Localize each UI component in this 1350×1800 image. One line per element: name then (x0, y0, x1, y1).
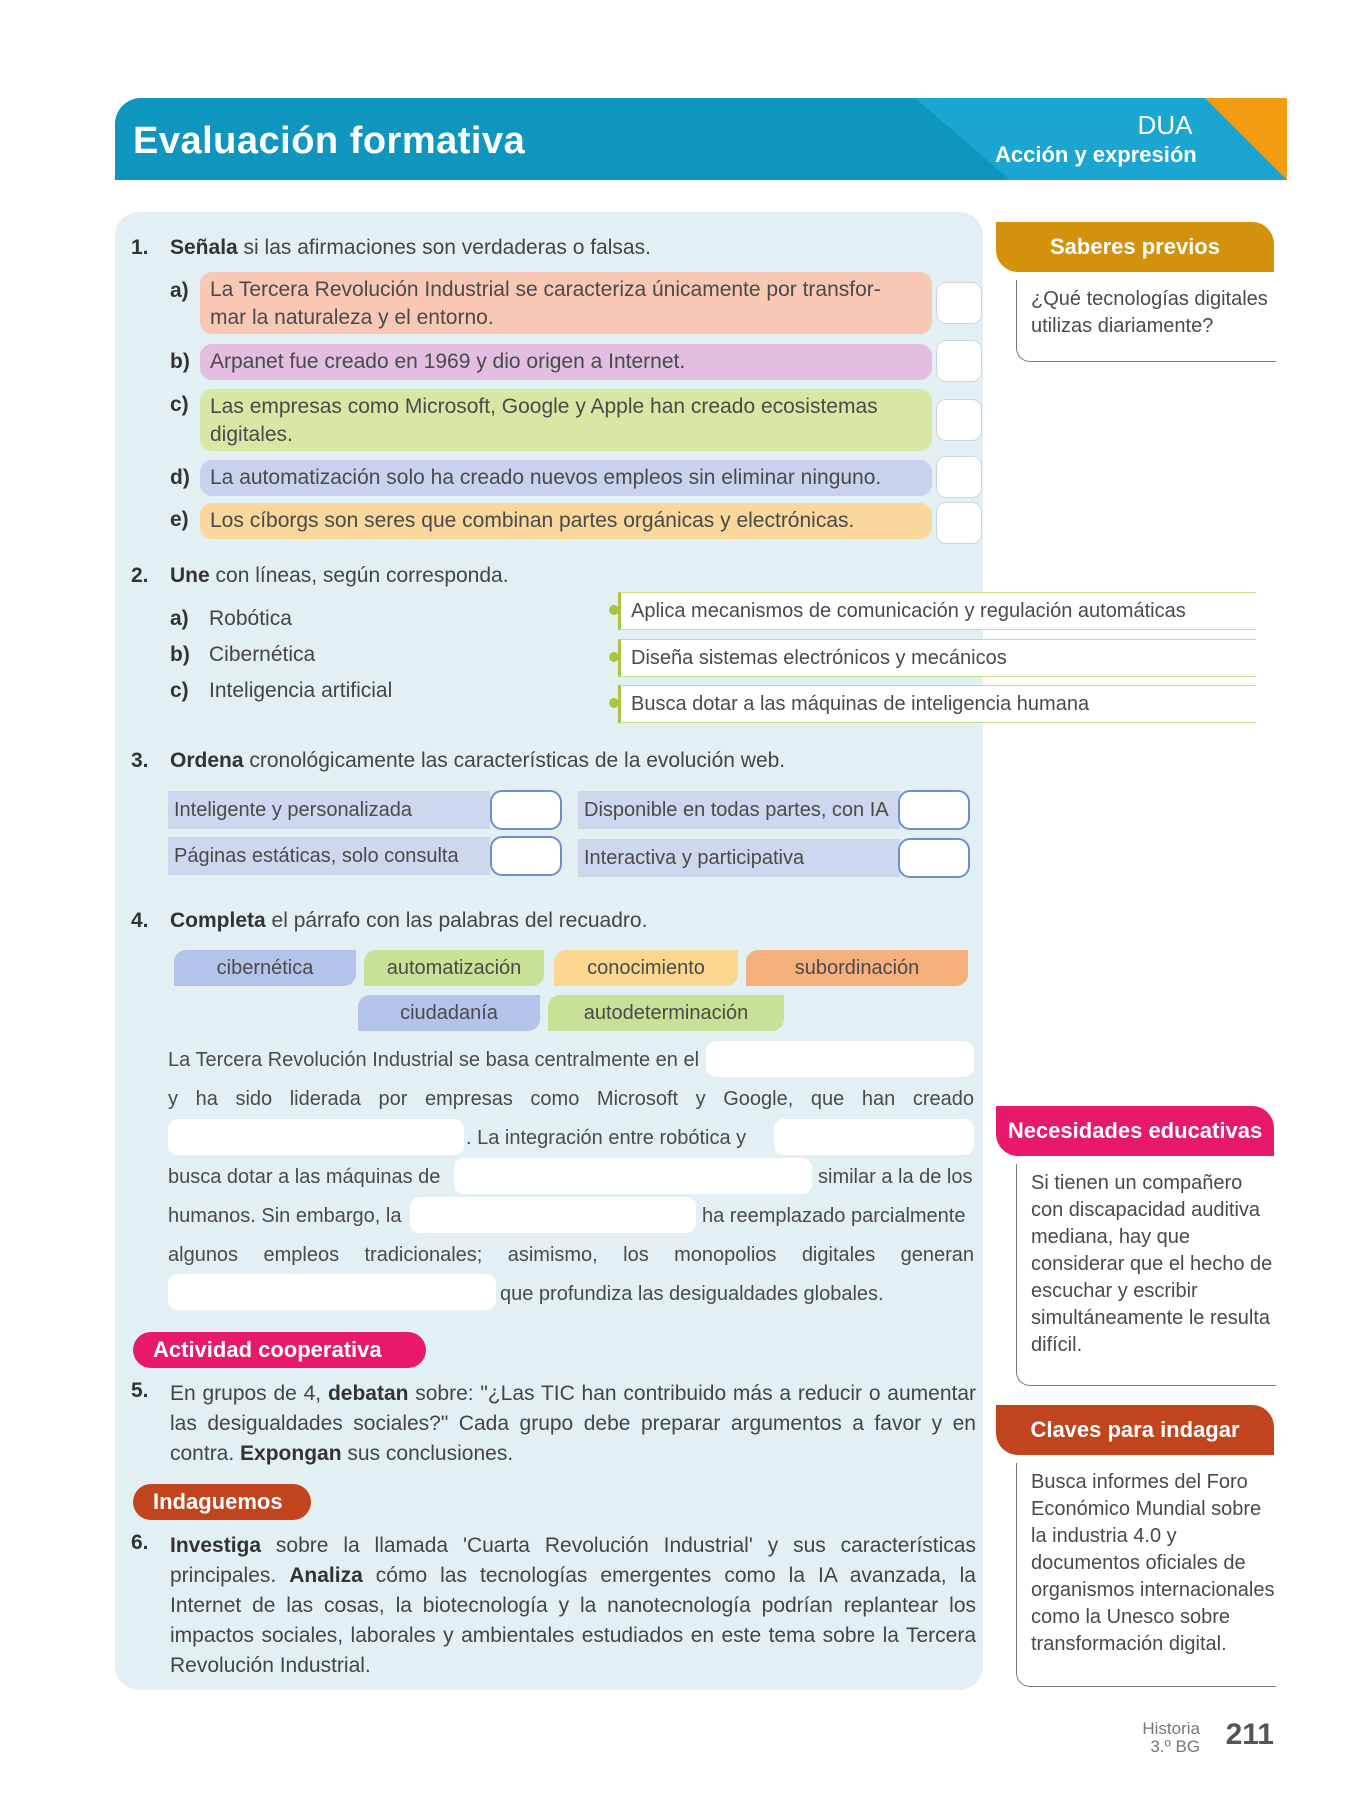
statement-line: digitales. (210, 423, 293, 446)
page-title: Evaluación formativa (133, 120, 526, 162)
question-2-prompt (170, 564, 509, 588)
text-span: En grupos de 4, (170, 1382, 328, 1405)
word-chip: automatización (364, 950, 544, 986)
order-item: Páginas estáticas, solo consulta (168, 837, 490, 875)
item-label: c) (170, 393, 189, 416)
indaguemos-pill: Indaguemos (133, 1484, 311, 1520)
statement-e: Los cíborgs son seres que combinan partes orgánicas y electrónicas. (200, 503, 932, 539)
term-cibernetica: Cibernética (209, 643, 316, 666)
fill-blank[interactable] (454, 1158, 812, 1194)
word-chip: autodeterminación (548, 995, 784, 1031)
dua-subtitle: Acción y expresión (995, 142, 1197, 167)
item-label: c) (170, 679, 189, 702)
paragraph-text: busca dotar a las máquinas de (168, 1166, 441, 1188)
word-chip: conocimiento (554, 950, 738, 986)
item-label: b) (170, 643, 190, 666)
fill-blank[interactable] (774, 1119, 974, 1155)
question-text: cronológicamente las características de la evolución web. (243, 749, 786, 772)
order-item: Disponible en todas partes, con IA (578, 791, 900, 829)
true-false-box[interactable] (936, 340, 982, 382)
item-label: e) (170, 508, 189, 531)
fill-blank[interactable] (168, 1119, 464, 1155)
true-false-box[interactable] (936, 456, 982, 498)
question-text: el párrafo con las palabras del recuadro. (265, 909, 648, 932)
item-label: b) (170, 350, 190, 373)
claves-indagar-body: Busca informes del Foro Económico Mundial sobre la industria 4.0 y documentos oficiales de organismos internacionales como la Unesco sobre transformación digital. (1016, 1463, 1276, 1687)
grade-level: 3.º BG (1150, 1737, 1200, 1756)
question-number: 3. (131, 749, 149, 772)
subject-name: Historia (1142, 1719, 1200, 1738)
text-span: sobre: "¿Las TIC han contribuido más a reducir o aumentar las desigualdades sociales?" Cada grupo debe preparar argumentos a favor y en contra. (170, 1382, 977, 1465)
question-verb: Expongan (240, 1442, 342, 1465)
text-span: sobre la llamada 'Cuarta Revolución Industrial' y sus características principales. (170, 1534, 976, 1587)
saberes-previos-body: ¿Qué tecnologías digitales utilizas diariamente? (1016, 280, 1276, 362)
question-6-text (170, 1531, 976, 1681)
order-number-box[interactable] (490, 836, 562, 876)
text-span: cómo las tecnologías emergentes como la IA avanzada, la Internet de las cosas, la biotecnología y la nanotecnología podrían replantear los impactos sociales, laborales y ambientales estudiados en este tema sobre la Tercera Revolución Industrial. (170, 1564, 976, 1677)
paragraph-text: . La integración entre robótica y (466, 1127, 747, 1149)
order-number-box[interactable] (898, 838, 970, 878)
word-chip: ciudadanía (358, 995, 540, 1031)
question-verb: Investiga (170, 1534, 262, 1557)
definition-box: Busca dotar a las máquinas de inteligencia humana (618, 685, 1256, 723)
true-false-box[interactable] (936, 282, 982, 324)
paragraph-text: que profundiza las desigualdades globales. (500, 1283, 884, 1305)
order-item: Inteligente y personalizada (168, 791, 490, 829)
paragraph-text: ha reemplazado parcialmente (702, 1205, 966, 1227)
question-text: con líneas, según corresponda. (209, 564, 509, 587)
page-number: 211 (1225, 1718, 1274, 1751)
question-verb: debatan (327, 1382, 409, 1405)
item-label: a) (170, 607, 189, 630)
cooperative-activity-pill: Actividad cooperativa (133, 1332, 426, 1368)
paragraph-text: algunos empleos tradicionales; asimismo, los monopolios digitales generan (168, 1244, 974, 1266)
statement-a (200, 272, 932, 334)
saberes-previos-header: Saberes previos (996, 222, 1274, 272)
text-span: sus conclusiones. (341, 1442, 514, 1465)
order-number-box[interactable] (490, 790, 562, 830)
necesidades-educativas-header: Necesidades educativas (996, 1106, 1274, 1156)
true-false-box[interactable] (936, 502, 982, 544)
fill-blank[interactable] (706, 1041, 974, 1077)
order-number-box[interactable] (898, 790, 970, 830)
necesidades-educativas-body: Si tienen un compañero con discapacidad auditiva mediana, hay que considerar que el hecho de escuchar y escribir simultáneamente le resulta difícil. (1016, 1164, 1276, 1386)
fill-blank[interactable] (168, 1274, 496, 1310)
statement-line: La Tercera Revolución Industrial se caracteriza únicamente por transfor- (210, 278, 881, 301)
question-verb: Une (170, 564, 210, 587)
term-robotica: Robótica (209, 607, 292, 630)
question-verb: Completa (170, 909, 266, 932)
question-verb: Ordena (170, 749, 244, 772)
statement-c (200, 389, 932, 451)
question-text: si las afirmaciones son verdaderas o falsas. (237, 236, 651, 259)
order-item: Interactiva y participativa (578, 839, 900, 877)
question-number: 2. (131, 564, 149, 587)
statement-line: mar la naturaleza y el entorno. (210, 306, 494, 329)
true-false-box[interactable] (936, 399, 982, 441)
item-label: a) (170, 279, 189, 302)
question-3-prompt (170, 749, 785, 773)
paragraph-text: La Tercera Revolución Industrial se basa centralmente en el (168, 1049, 700, 1071)
definition-box: Diseña sistemas electrónicos y mecánicos (618, 639, 1256, 677)
header-banner (115, 98, 1287, 180)
statement-b: Arpanet fue creado en 1969 y dio origen a Internet. (200, 344, 932, 380)
word-chip: cibernética (174, 950, 356, 986)
item-label: d) (170, 466, 190, 489)
fill-blank[interactable] (410, 1197, 696, 1233)
word-chip: subordinación (746, 950, 968, 986)
question-number: 6. (131, 1531, 149, 1554)
paragraph-text: similar a la de los (818, 1166, 973, 1188)
statement-line: Las empresas como Microsoft, Google y Apple han creado ecosistemas (210, 395, 878, 418)
question-5-text (170, 1379, 976, 1469)
question-1-prompt (170, 236, 651, 260)
question-number: 4. (131, 909, 149, 932)
paragraph-text: y ha sido liderada por empresas como Microsoft y Google, que han creado (168, 1088, 974, 1110)
question-4-prompt (170, 909, 647, 933)
question-number: 1. (131, 236, 149, 259)
dua-label: DUA (1137, 110, 1193, 140)
claves-indagar-header: Claves para indagar (996, 1405, 1274, 1455)
term-ia: Inteligencia artificial (209, 679, 393, 702)
footer-subject (1142, 1720, 1200, 1756)
question-number: 5. (131, 1379, 149, 1402)
paragraph-text: humanos. Sin embargo, la (168, 1205, 402, 1227)
statement-d: La automatización solo ha creado nuevos empleos sin eliminar ninguno. (200, 460, 932, 496)
definition-box: Aplica mecanismos de comunicación y regulación automáticas (618, 592, 1256, 630)
question-verb: Señala (170, 236, 238, 259)
question-verb: Analiza (289, 1564, 363, 1587)
